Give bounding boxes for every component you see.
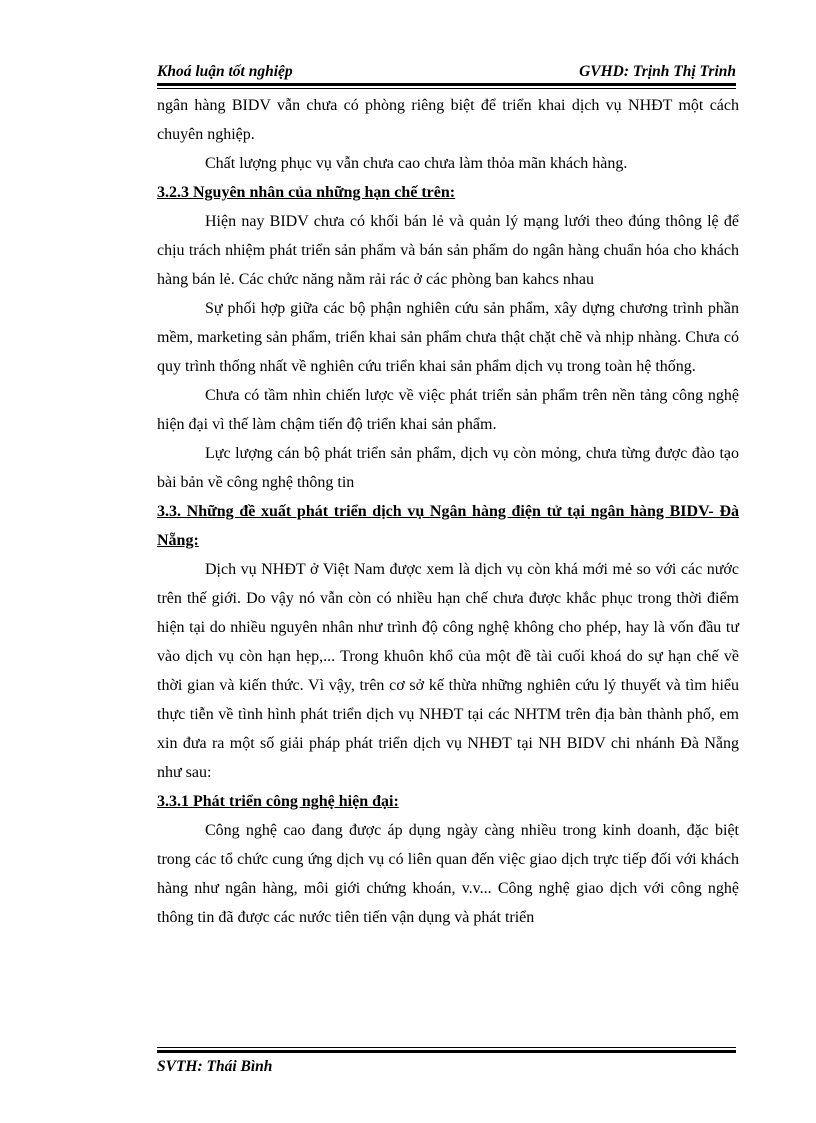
- paragraph: Công nghệ cao đang được áp dụng ngày càng nhiều trong kinh doanh, đặc biệt trong các tổ chức cung ứng dịch vụ có liên quan đến việc giao dịch trực tiếp đối với khách hàng như ngân hàng, môi giới chứng khoán, v.v... Công nghệ giao dịch với công nghệ thông tin đã được các nước tiên tiến vận dụng và phát triển: [157, 822, 739, 926]
- header-supervisor: GVHD: Trịnh Thị Trinh: [579, 63, 736, 80]
- footer-rule: [157, 1050, 736, 1053]
- paragraph: Chưa có tầm nhìn chiến lược về việc phát triển sản phẩm trên nền tảng công nghệ hiện đại vì thế làm chậm tiến độ triển khai sản phẩm.: [157, 387, 739, 433]
- footer-rule-thin: [157, 1047, 736, 1048]
- header-thesis-title: Khoá luận tốt nghiệp: [157, 63, 293, 80]
- paragraph: Sự phối hợp giữa các bộ phận nghiên cứu sản phẩm, xây dựng chương trình phần mềm, marketing sản phẩm, triển khai sản phẩm chưa thật chặt chẽ và nhịp nhàng. Chưa có quy trình thống nhất về nghiên cứu triển khai sản phẩm dịch vụ trong toàn hệ thống.: [157, 300, 739, 375]
- paragraph: ngân hàng BIDV vẫn chưa có phòng riêng biệt để triển khai dịch vụ NHĐT một cách chuyên nghiệp.: [157, 97, 739, 143]
- paragraph: Lực lượng cán bộ phát triển sản phẩm, dịch vụ còn mỏng, chưa từng được đào tạo bài bản về công nghệ thông tin: [157, 445, 739, 491]
- paragraph: Dịch vụ NHĐT ở Việt Nam được xem là dịch vụ còn khá mới mẻ so với các nước trên thế giới. Do vậy nó vẫn còn có nhiều hạn chế chưa được khắc phục trong thời điểm hiện tại do nhiều nguyên nhân như trình độ công nghệ không cho phép, hay là vốn đầu tư vào dịch vụ còn hạn hẹp,... Trong khuôn khổ của một đề tài cuối khoá do sự hạn chế về thời gian và kiến thức. Vì vậy, trên cơ sở kế thừa những nghiên cứu lý thuyết và tìm hiểu thực tiễn về tình hình phát triển dịch vụ NHĐT tại các NHTM trên địa bàn thành phố, em xin đưa ra một số giải pháp phát triển dịch vụ NHĐT tại NH BIDV chi nhánh Đà Nẵng như sau:: [157, 561, 739, 781]
- page-footer: SVTH: Thái Bình: [157, 1058, 273, 1075]
- section-heading-3-3: 3.3. Những đề xuất phát triển dịch vụ Ngân hàng điện tử tại ngân hàng BIDV- Đà Nẵng:: [157, 503, 739, 549]
- heading-text: 3.2.3 Nguyên nhân của những hạn chế trên:: [157, 184, 456, 201]
- section-heading-3-3-1: [157, 787, 739, 816]
- section-heading-3-2-3: [157, 178, 739, 207]
- paragraph: Hiện nay BIDV chưa có khối bán lẻ và quản lý mạng lưới theo đúng thông lệ để chịu trách nhiệm phát triển sản phẩm và bán sản phẩm do ngân hàng chuẩn hóa cho khách hàng bán lẻ. Các chức năng nằm rải rác ở các phòng ban kahcs nhau: [157, 213, 739, 288]
- heading-text: 3.3.1 Phát triển công nghệ hiện đại:: [157, 793, 399, 810]
- header-rule: [157, 83, 736, 86]
- paragraph: Chất lượng phục vụ vẫn chưa cao chưa làm thỏa mãn khách hàng.: [205, 155, 628, 172]
- page-body: [157, 91, 739, 932]
- header-rule-thin: [157, 88, 736, 89]
- page-header: [157, 62, 736, 84]
